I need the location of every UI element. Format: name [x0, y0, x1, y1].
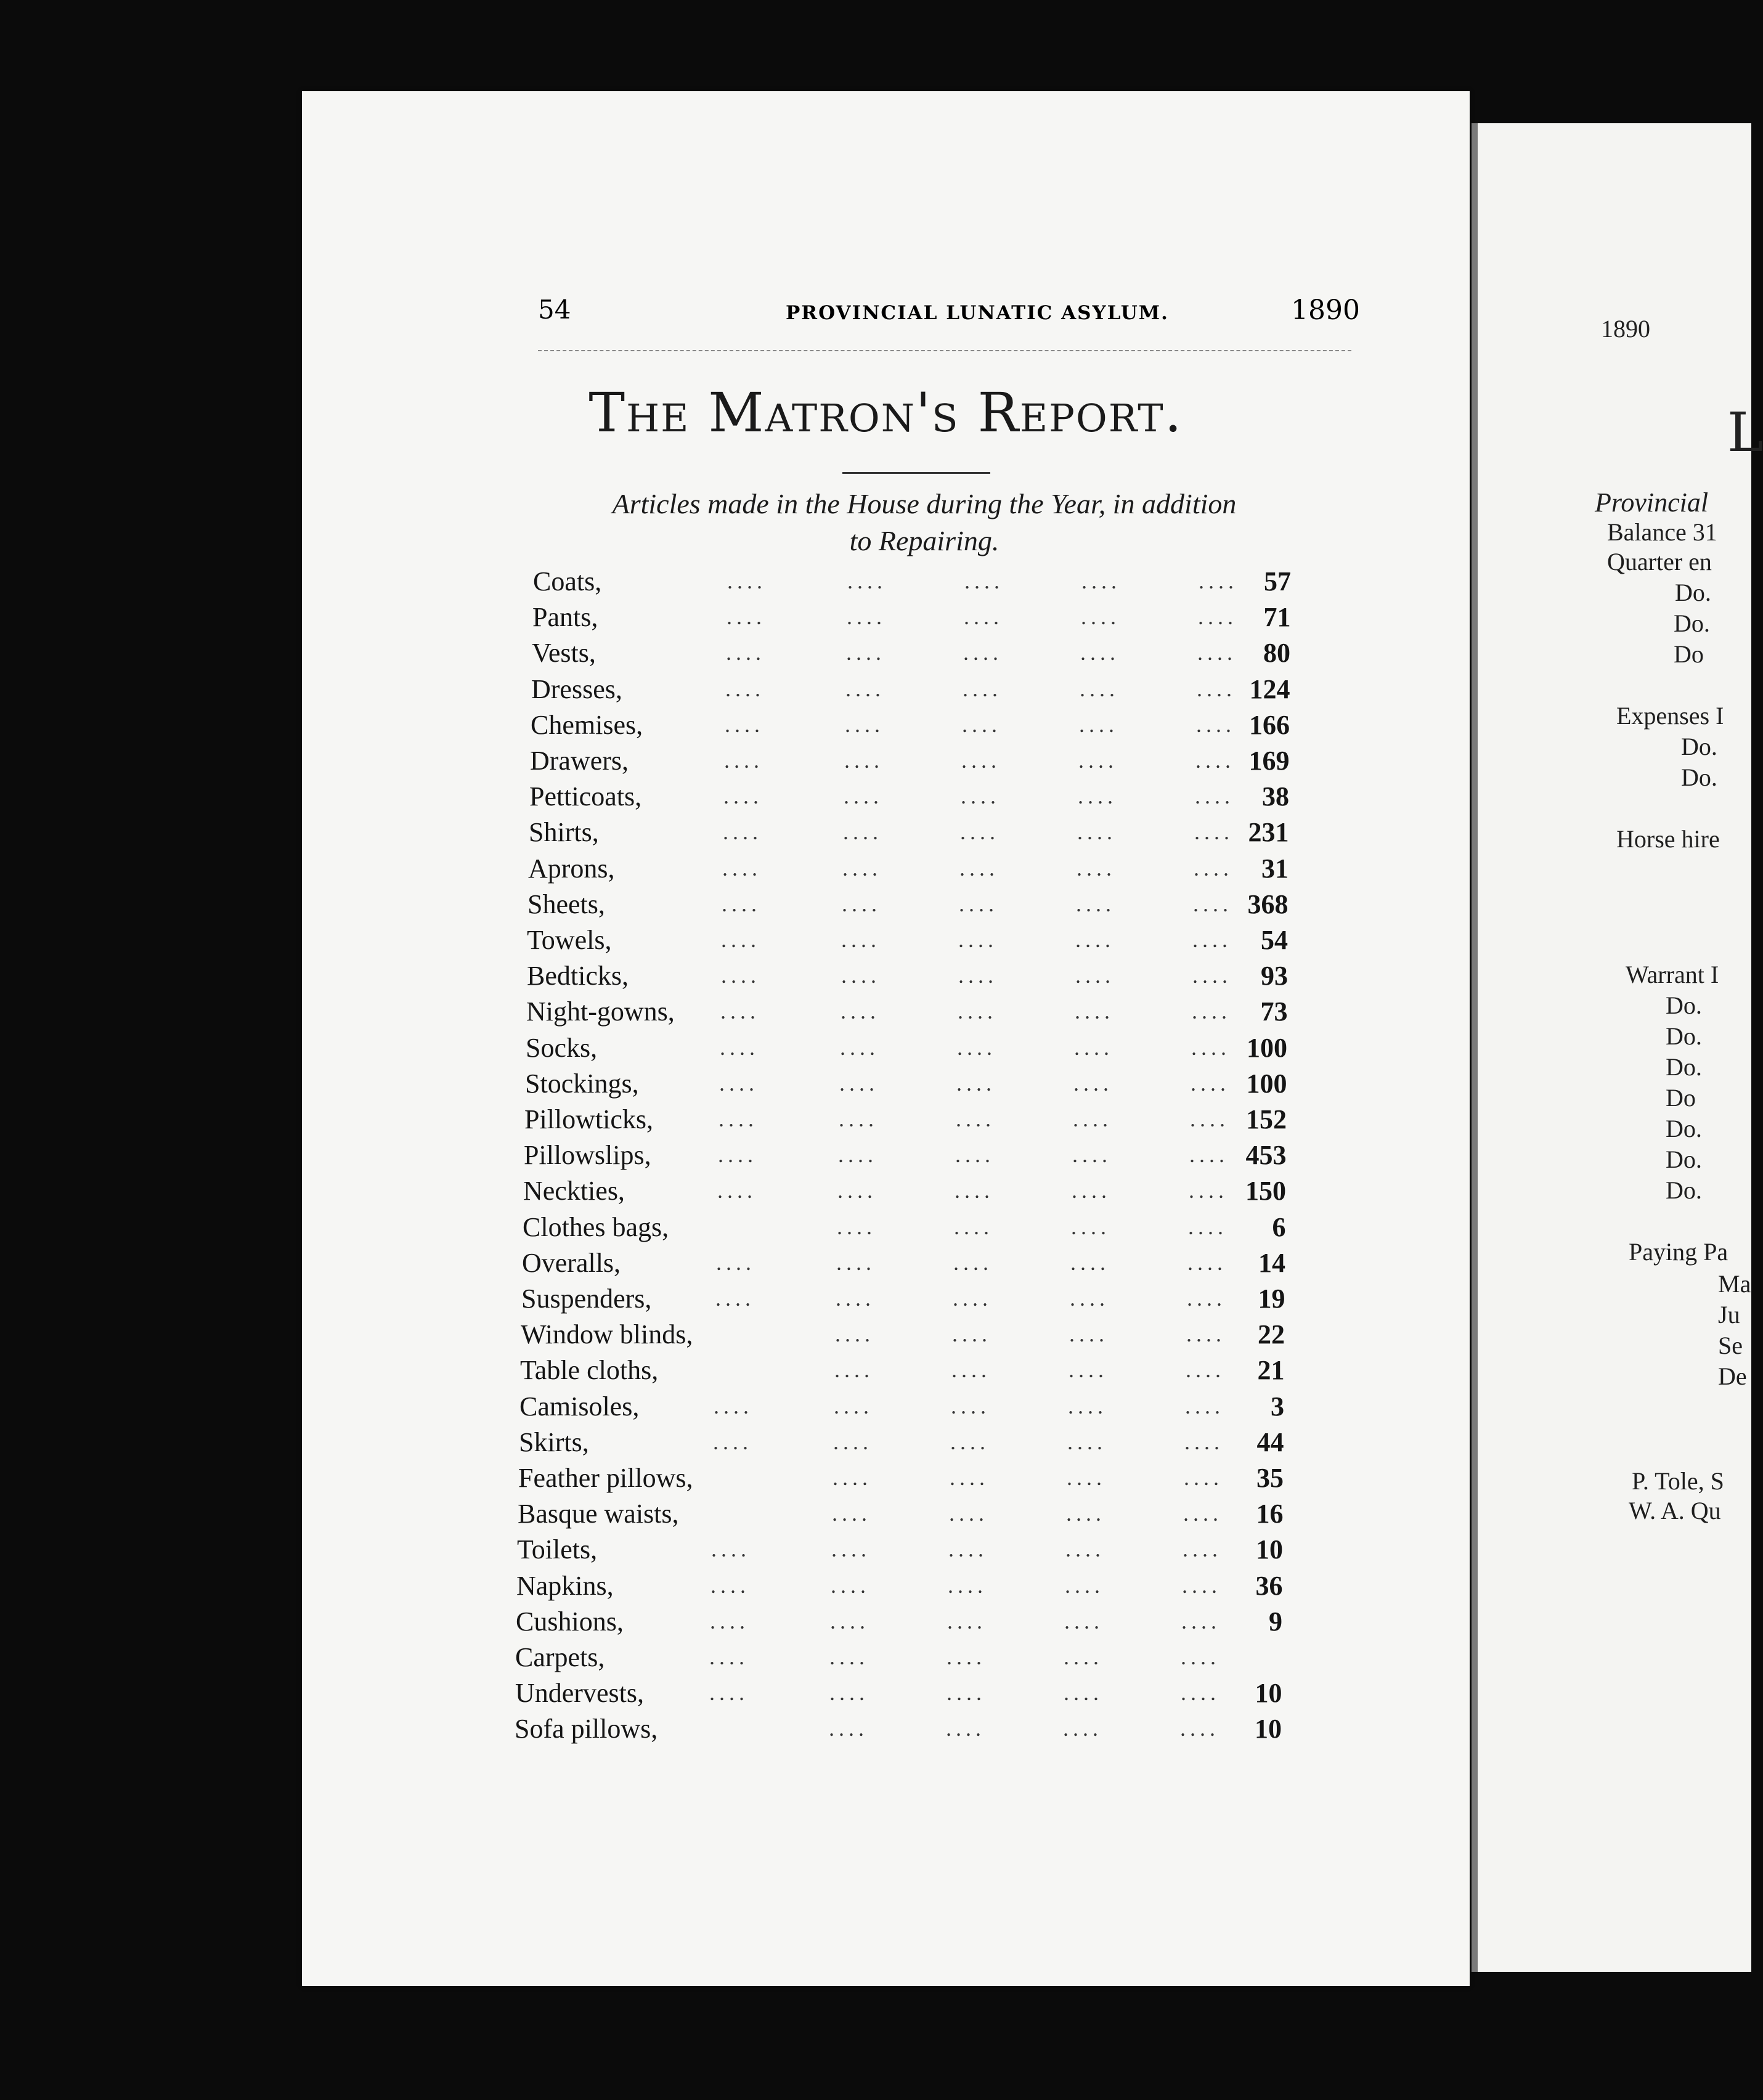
list-item — [302, 674, 1470, 709]
leader-dots: .... — [955, 1142, 995, 1168]
right-page-line: Ma — [1718, 1270, 1751, 1298]
list-item — [302, 566, 1470, 601]
leader-dots: .... — [958, 963, 998, 988]
leader-dots: .... — [1197, 676, 1236, 701]
leader-dots: .... — [1078, 748, 1118, 773]
leader-dots: .... — [1080, 640, 1120, 665]
leader-dots: .... — [1192, 999, 1231, 1024]
leader-dots: .... — [725, 676, 765, 701]
leader-dots: .... — [1180, 1716, 1219, 1741]
leader-dots: .... — [951, 1393, 990, 1418]
leader-dots: .... — [719, 1107, 758, 1131]
leader-dots: .... — [952, 1322, 991, 1347]
leader-dots: .... — [726, 640, 765, 665]
right-page-title-fragment: L — [1727, 401, 1763, 464]
leader-dots: .... — [710, 1573, 750, 1598]
leader-dots: .... — [836, 1286, 875, 1311]
leader-dots: .... — [1067, 1429, 1107, 1454]
right-page-line: De — [1718, 1362, 1747, 1390]
leader-dots: .... — [837, 1178, 877, 1203]
leader-dots: .... — [947, 1608, 987, 1634]
right-page-line: Do. — [1666, 1053, 1702, 1081]
leader-dots: .... — [722, 891, 761, 916]
right-page-line: Do. — [1666, 1115, 1702, 1142]
leader-dots: .... — [1194, 820, 1234, 845]
leader-dots: .... — [1068, 1393, 1107, 1418]
leader-dots: .... — [721, 927, 760, 952]
leader-dots: .... — [1069, 1322, 1109, 1347]
list-item — [302, 996, 1470, 1032]
leader-dots: .... — [1183, 1537, 1222, 1562]
leader-dots: .... — [842, 891, 881, 916]
leader-dots: .... — [955, 1178, 994, 1203]
item-count: 100 — [1246, 1068, 1287, 1099]
list-item — [302, 1534, 1470, 1569]
leader-dots: .... — [1191, 1070, 1230, 1096]
leader-dots: .... — [1187, 1250, 1227, 1275]
item-label: Pillowslips, — [524, 1140, 651, 1171]
leader-dots: .... — [722, 855, 762, 881]
item-count: 19 — [1258, 1284, 1285, 1314]
left-page — [302, 91, 1470, 1986]
list-item — [302, 960, 1470, 996]
item-label: Camisoles, — [519, 1391, 640, 1422]
list-item — [302, 1606, 1470, 1642]
right-page-line: P. Tole, S — [1632, 1467, 1724, 1495]
leader-dots: .... — [1074, 1035, 1114, 1060]
leader-dots: .... — [948, 1573, 987, 1598]
item-label: Neckties, — [523, 1176, 625, 1207]
item-label: Undervests, — [515, 1678, 644, 1709]
leader-dots: .... — [958, 927, 998, 952]
item-count: 6 — [1272, 1211, 1286, 1242]
list-item — [302, 924, 1470, 960]
leader-dots: .... — [1196, 712, 1236, 737]
leader-dots: .... — [845, 712, 884, 737]
leader-dots: .... — [723, 820, 762, 845]
list-item — [302, 601, 1470, 637]
list-item — [302, 1104, 1470, 1139]
leader-dots: .... — [1199, 569, 1238, 593]
leader-dots: .... — [1195, 784, 1234, 809]
item-count: 10 — [1255, 1678, 1282, 1709]
item-count: 31 — [1261, 853, 1289, 884]
item-count: 9 — [1269, 1606, 1282, 1637]
leader-dots: .... — [710, 1608, 749, 1634]
item-label: Carpets, — [515, 1642, 605, 1672]
right-page-line: Warrant I — [1626, 961, 1719, 988]
item-count: 10 — [1256, 1534, 1283, 1565]
page-year: 1890 — [1291, 295, 1360, 326]
leader-dots: .... — [833, 1429, 873, 1454]
item-label: Napkins, — [516, 1570, 614, 1601]
leader-dots: .... — [1192, 963, 1232, 988]
leader-dots: .... — [844, 748, 884, 773]
leader-dots: .... — [720, 1035, 759, 1060]
item-label: Dresses, — [531, 674, 622, 704]
leader-dots: .... — [1064, 1645, 1103, 1669]
list-item — [302, 1068, 1470, 1104]
leader-dots: .... — [836, 1250, 876, 1275]
report-title: The Matron's Report. — [588, 381, 1183, 444]
leader-dots: .... — [1079, 712, 1118, 737]
right-page-line: Quarter en — [1607, 548, 1712, 576]
list-item — [302, 1354, 1470, 1390]
leader-dots: .... — [964, 604, 1003, 630]
item-count: 35 — [1256, 1463, 1284, 1493]
item-count: 22 — [1258, 1319, 1285, 1350]
leader-dots: .... — [727, 569, 767, 593]
leader-dots: .... — [962, 712, 1001, 737]
item-count: 73 — [1260, 996, 1288, 1027]
leader-dots: .... — [723, 784, 763, 809]
leader-dots: .... — [843, 820, 882, 845]
leader-dots: .... — [961, 784, 1000, 809]
leader-dots: .... — [947, 1645, 986, 1669]
leader-dots: .... — [717, 1178, 757, 1203]
title-rule — [842, 472, 990, 474]
right-page — [1472, 123, 1763, 1972]
list-item — [302, 1462, 1470, 1498]
leader-dots: .... — [838, 1142, 877, 1168]
leader-dots: .... — [831, 1537, 871, 1562]
leader-dots: .... — [948, 1537, 988, 1562]
report-subtitle — [499, 486, 1350, 560]
leader-dots: .... — [721, 963, 760, 988]
leader-dots: .... — [844, 784, 883, 809]
right-page-year: 1890 — [1601, 315, 1650, 343]
list-item — [302, 1139, 1470, 1175]
item-label: Table cloths, — [520, 1355, 659, 1386]
list-item — [302, 1570, 1470, 1606]
item-count: 38 — [1262, 781, 1289, 812]
right-page-line: Do. — [1681, 763, 1717, 791]
leader-dots: .... — [832, 1501, 871, 1526]
item-label: Suspenders, — [521, 1284, 652, 1314]
item-count: 44 — [1256, 1426, 1284, 1457]
leader-dots: .... — [1066, 1501, 1105, 1526]
leader-dots: .... — [953, 1286, 992, 1311]
leader-dots: .... — [718, 1142, 757, 1168]
item-label: Drawers, — [530, 746, 629, 776]
leader-dots: .... — [829, 1645, 869, 1669]
leader-dots: .... — [834, 1393, 873, 1418]
leader-dots: .... — [841, 963, 881, 988]
item-label: Clothes bags, — [523, 1211, 669, 1242]
leader-dots: .... — [829, 1716, 868, 1741]
right-page-subtitle-fragment: Provincial — [1595, 487, 1709, 518]
leader-dots: .... — [1073, 1107, 1112, 1131]
leader-dots: .... — [953, 1250, 993, 1275]
item-count: 124 — [1249, 674, 1290, 704]
right-page-line: Do. — [1666, 1176, 1702, 1204]
leader-dots: .... — [1181, 1645, 1220, 1669]
item-label: Stockings, — [525, 1068, 639, 1099]
leader-dots: .... — [1197, 640, 1237, 665]
list-item — [302, 1713, 1470, 1749]
leader-dots: .... — [715, 1286, 755, 1311]
leader-dots: .... — [1181, 1680, 1220, 1706]
item-count: 21 — [1257, 1355, 1285, 1386]
header-rule — [538, 350, 1351, 351]
item-count: 169 — [1248, 746, 1290, 776]
leader-dots: .... — [958, 999, 997, 1024]
leader-dots: .... — [830, 1608, 869, 1634]
right-page-line: Do. — [1681, 733, 1717, 760]
item-count: 3 — [1271, 1391, 1284, 1422]
leader-dots: .... — [1184, 1429, 1224, 1454]
item-label: Night-gowns, — [526, 996, 675, 1027]
item-count: 36 — [1255, 1570, 1283, 1601]
item-label: Sheets, — [527, 889, 605, 919]
leader-dots: .... — [1078, 784, 1117, 809]
leader-dots: .... — [842, 855, 882, 881]
leader-dots: .... — [946, 1716, 985, 1741]
leader-dots: .... — [840, 1035, 879, 1060]
list-item — [302, 709, 1470, 745]
item-label: Towels, — [527, 925, 612, 955]
item-count: 368 — [1247, 889, 1289, 919]
leader-dots: .... — [1072, 1142, 1112, 1168]
list-item — [302, 853, 1470, 889]
leader-dots: .... — [1187, 1286, 1226, 1311]
leader-dots: .... — [847, 569, 887, 593]
list-item — [302, 745, 1470, 781]
leader-dots: .... — [959, 855, 999, 881]
leader-dots: .... — [709, 1645, 749, 1669]
right-page-line: Expenses I — [1616, 702, 1724, 730]
leader-dots: .... — [1065, 1537, 1105, 1562]
right-page-line: Do. — [1675, 579, 1711, 606]
leader-dots: .... — [1194, 855, 1233, 881]
leader-dots: .... — [960, 820, 1000, 845]
leader-dots: .... — [1191, 1035, 1231, 1060]
leader-dots: .... — [1188, 1214, 1228, 1239]
leader-dots: .... — [716, 1250, 755, 1275]
leader-dots: .... — [1080, 676, 1119, 701]
list-item — [302, 1391, 1470, 1426]
leader-dots: .... — [1067, 1465, 1106, 1490]
leader-dots: .... — [1081, 569, 1121, 593]
item-label: Pillowticks, — [524, 1104, 654, 1134]
leader-dots: .... — [829, 1680, 869, 1706]
right-page-line: Balance 31 — [1607, 518, 1717, 546]
leader-dots: .... — [1064, 1680, 1103, 1706]
page-number: 54 — [538, 295, 571, 325]
subtitle-line-2: to Repairing. — [849, 525, 1000, 556]
leader-dots: .... — [949, 1501, 988, 1526]
item-count: 54 — [1261, 925, 1288, 955]
leader-dots: .... — [1063, 1716, 1102, 1741]
leader-dots: .... — [1184, 1465, 1223, 1490]
leader-dots: .... — [951, 1357, 991, 1383]
item-label: Aprons, — [528, 853, 615, 884]
right-page-line: Do — [1674, 640, 1704, 668]
right-page-line: Do — [1666, 1084, 1696, 1112]
list-item — [302, 889, 1470, 924]
list-item — [302, 1247, 1470, 1283]
leader-dots: .... — [1182, 1573, 1221, 1598]
list-item — [302, 1032, 1470, 1068]
leader-dots: .... — [1077, 820, 1117, 845]
item-count: 16 — [1256, 1499, 1284, 1529]
leader-dots: .... — [714, 1393, 753, 1418]
list-item — [302, 637, 1470, 673]
leader-dots: .... — [834, 1357, 874, 1383]
leader-dots: .... — [719, 1070, 759, 1096]
list-item — [302, 816, 1470, 852]
leader-dots: .... — [961, 748, 1001, 773]
leader-dots: .... — [713, 1429, 752, 1454]
item-count: 231 — [1248, 817, 1289, 848]
leader-dots: .... — [727, 604, 766, 630]
leader-dots: .... — [1065, 1573, 1104, 1598]
leader-dots: .... — [846, 640, 886, 665]
leader-dots: .... — [1073, 1070, 1113, 1096]
leader-dots: .... — [1064, 1608, 1104, 1634]
leader-dots: .... — [831, 1573, 870, 1598]
leader-dots: .... — [963, 640, 1003, 665]
leader-dots: .... — [709, 1680, 749, 1706]
list-item — [302, 1642, 1470, 1677]
leader-dots: .... — [1075, 963, 1115, 988]
leader-dots: .... — [1181, 1608, 1221, 1634]
leader-dots: .... — [1186, 1357, 1225, 1383]
leader-dots: .... — [950, 1465, 989, 1490]
leader-dots: .... — [1071, 1214, 1110, 1239]
item-label: Socks, — [526, 1032, 598, 1063]
leader-dots: .... — [1081, 604, 1120, 630]
item-count: 80 — [1263, 638, 1290, 669]
leader-dots: .... — [1189, 1142, 1229, 1168]
leader-dots: .... — [959, 891, 998, 916]
list-item — [302, 1319, 1470, 1354]
item-label: Window blinds, — [521, 1319, 693, 1350]
leader-dots: .... — [1069, 1357, 1108, 1383]
leader-dots: .... — [711, 1537, 751, 1562]
leader-dots: .... — [947, 1680, 986, 1706]
leader-dots: .... — [1198, 604, 1237, 630]
item-label: Basque waists, — [518, 1499, 679, 1529]
item-count: 150 — [1245, 1176, 1286, 1207]
leader-dots: .... — [1193, 891, 1232, 916]
leader-dots: .... — [724, 748, 763, 773]
item-label: Cushions, — [516, 1606, 624, 1637]
list-item — [302, 1175, 1470, 1211]
leader-dots: .... — [835, 1322, 874, 1347]
item-label: Skirts, — [519, 1426, 589, 1457]
leader-dots: .... — [833, 1465, 872, 1490]
right-page-line: Paying Pa — [1629, 1238, 1728, 1266]
right-page-line: Ju — [1718, 1301, 1740, 1329]
item-label: Chemises, — [531, 709, 643, 740]
leader-dots: .... — [841, 927, 881, 952]
item-label: Toilets, — [517, 1534, 598, 1565]
leader-dots: .... — [954, 1214, 993, 1239]
leader-dots: .... — [964, 569, 1004, 593]
leader-dots: .... — [956, 1070, 996, 1096]
leader-dots: .... — [1195, 748, 1235, 773]
item-label: Sofa pillows, — [515, 1714, 658, 1744]
leader-dots: .... — [1185, 1393, 1224, 1418]
leader-dots: .... — [1190, 1107, 1229, 1131]
list-item — [302, 1498, 1470, 1534]
leader-dots: .... — [1070, 1286, 1109, 1311]
item-count: 100 — [1247, 1032, 1287, 1063]
leader-dots: .... — [1072, 1178, 1111, 1203]
right-page-line: Do. — [1666, 991, 1702, 1019]
item-count: 14 — [1258, 1247, 1285, 1278]
item-label: Pants, — [532, 602, 598, 633]
leader-dots: .... — [1070, 1250, 1110, 1275]
leader-dots: .... — [1192, 927, 1232, 952]
running-head: PROVINCIAL LUNATIC ASYLUM. — [786, 302, 1169, 324]
item-label: Coats, — [533, 566, 602, 596]
leader-dots: .... — [1076, 891, 1115, 916]
right-page-line: Se — [1718, 1332, 1743, 1359]
item-count: 166 — [1249, 709, 1290, 740]
item-count: 71 — [1263, 602, 1291, 633]
item-label: Shirts, — [529, 817, 599, 848]
item-count: 93 — [1261, 961, 1288, 991]
leader-dots: .... — [957, 1035, 996, 1060]
right-page-line: Do. — [1666, 1022, 1702, 1050]
item-label: Petticoats, — [529, 781, 642, 812]
item-count: 10 — [1255, 1714, 1282, 1744]
leader-dots: .... — [839, 1070, 879, 1096]
list-item — [302, 1426, 1470, 1462]
leader-dots: .... — [1189, 1178, 1228, 1203]
right-page-line: Do. — [1674, 609, 1710, 637]
leader-dots: .... — [1186, 1322, 1226, 1347]
leader-dots: .... — [725, 712, 764, 737]
item-count: 453 — [1245, 1140, 1287, 1171]
right-page-line: Do. — [1666, 1146, 1702, 1173]
leader-dots: .... — [1075, 927, 1115, 952]
leader-dots: .... — [845, 676, 885, 701]
item-count: 57 — [1264, 566, 1291, 596]
right-page-line: W. A. Qu — [1629, 1497, 1721, 1524]
list-item — [302, 1283, 1470, 1319]
item-count: 152 — [1246, 1104, 1287, 1134]
leader-dots: .... — [841, 999, 880, 1024]
item-label: Bedticks, — [527, 961, 629, 991]
leader-dots: .... — [839, 1107, 878, 1131]
item-label: Vests, — [532, 638, 596, 669]
leader-dots: .... — [1077, 855, 1116, 881]
right-page-line: Horse hire — [1616, 825, 1720, 853]
list-item — [302, 781, 1470, 816]
leader-dots: .... — [1075, 999, 1114, 1024]
leader-dots: .... — [963, 676, 1002, 701]
leader-dots: .... — [950, 1429, 990, 1454]
item-label: Feather pillows, — [518, 1463, 693, 1493]
leader-dots: .... — [837, 1214, 876, 1239]
subtitle-line-1: Articles made in the House during the Year, in addition — [612, 488, 1237, 519]
item-label: Overalls, — [522, 1247, 621, 1278]
leader-dots: .... — [956, 1107, 995, 1131]
leader-dots: .... — [720, 999, 760, 1024]
list-item — [302, 1677, 1470, 1713]
list-item — [302, 1211, 1470, 1247]
leader-dots: .... — [1183, 1501, 1223, 1526]
leader-dots: .... — [847, 604, 886, 630]
